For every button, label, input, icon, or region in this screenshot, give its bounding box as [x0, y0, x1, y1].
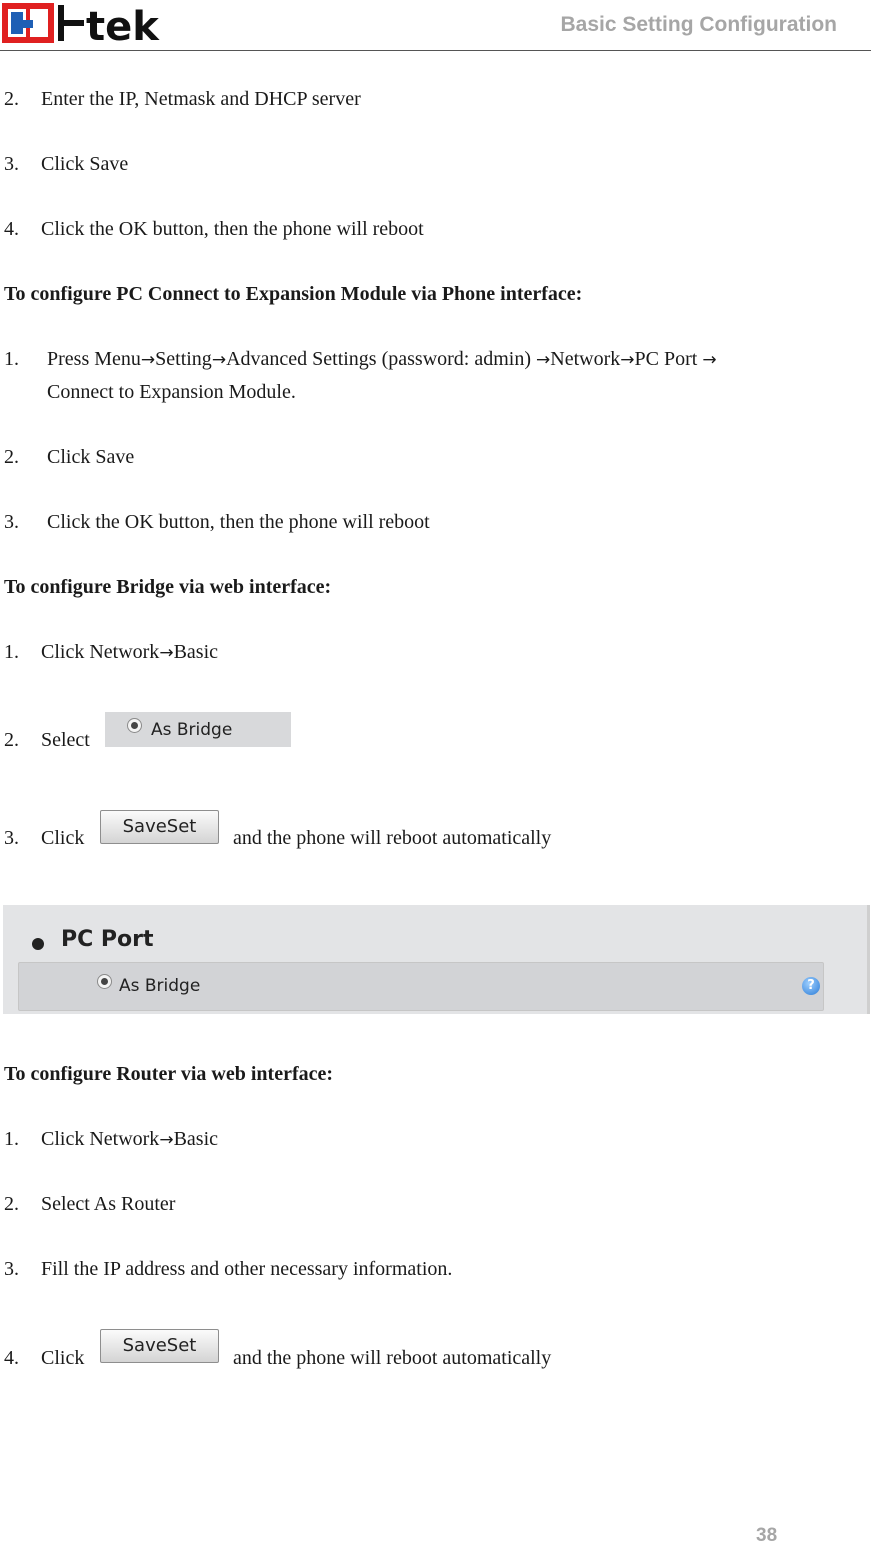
step-text: Click	[41, 1347, 85, 1369]
pc-port-panel	[3, 905, 870, 1014]
list-item	[4, 445, 134, 469]
step-continuation: Connect to Expansion Module.	[47, 381, 296, 403]
arrow-icon: →	[159, 643, 174, 663]
step-number: 4.	[4, 1347, 19, 1369]
step-text: Click the OK button, then the phone will reboot	[47, 511, 430, 533]
saveset-button[interactable]: SaveSet	[100, 810, 219, 844]
list-item	[4, 152, 128, 176]
htek-logo	[2, 3, 192, 43]
page-header	[0, 0, 871, 51]
step-text-part: Advanced Settings (password: admin)	[226, 348, 537, 370]
step-number: 1.	[4, 1128, 19, 1150]
step-text-after: and the phone will reboot automatically	[233, 1347, 552, 1369]
step-text: Enter the IP, Netmask and DHCP server	[41, 88, 361, 110]
page-number: 38	[756, 1525, 778, 1546]
list-item	[4, 728, 90, 752]
section-heading-expansion: To configure PC Connect to Expansion Module via Phone interface:	[4, 283, 583, 305]
radio-selected-icon[interactable]	[97, 974, 112, 989]
option-label: As Bridge	[119, 976, 201, 996]
step-text: Click Save	[47, 446, 135, 468]
list-item	[4, 640, 218, 665]
step-number: 2.	[4, 446, 19, 468]
step-number: 2.	[4, 88, 19, 110]
step-text: Click	[41, 827, 85, 849]
radio-label: As Bridge	[151, 720, 233, 740]
arrow-icon: →	[159, 1130, 174, 1150]
list-item	[4, 87, 361, 111]
step-number: 3.	[4, 1258, 19, 1280]
step-number: 1.	[4, 348, 19, 370]
list-item	[4, 1192, 175, 1216]
arrow-icon: →	[536, 350, 551, 370]
step-number: 3.	[4, 511, 19, 533]
list-item	[4, 1257, 452, 1281]
step-text-part: Network	[550, 348, 621, 370]
list-item	[4, 1127, 218, 1152]
list-item	[4, 347, 717, 372]
arrow-icon: →	[211, 350, 227, 370]
step-text: Fill the IP address and other necessary information.	[41, 1258, 453, 1280]
saveset-button[interactable]: SaveSet	[100, 1329, 219, 1363]
step-text-part: Basic	[173, 1128, 218, 1150]
list-item	[4, 510, 430, 534]
list-item	[4, 1346, 84, 1370]
section-heading-bridge: To configure Bridge via web interface:	[4, 576, 332, 598]
step-number: 1.	[4, 641, 19, 663]
help-icon[interactable]: ?	[802, 977, 820, 995]
arrow-icon: →	[702, 350, 717, 370]
step-text-part: Click Network	[41, 641, 160, 663]
step-text-part: Setting	[155, 348, 212, 370]
step-number: 3.	[4, 827, 19, 849]
svg-text:tek: tek	[86, 4, 159, 43]
step-text: Click the OK button, then the phone will reboot	[41, 218, 424, 240]
bullet-icon	[32, 938, 44, 950]
header-title: Basic Setting Configuration	[560, 13, 837, 36]
step-number: 4.	[4, 218, 19, 240]
step-text-part: Basic	[173, 641, 218, 663]
section-heading-router: To configure Router via web interface:	[4, 1063, 334, 1085]
step-number: 3.	[4, 153, 19, 175]
step-text-after: and the phone will reboot automatically	[233, 827, 552, 849]
step-text-part: Press Menu	[47, 348, 141, 370]
step-text-part: PC Port	[634, 348, 703, 370]
as-bridge-radio[interactable]	[105, 712, 291, 747]
step-text: Select As Router	[41, 1193, 176, 1215]
step-text: Click Save	[41, 153, 129, 175]
radio-selected-icon	[127, 718, 142, 733]
arrow-icon: →	[620, 350, 635, 370]
step-number: 2.	[4, 729, 19, 751]
step-text-part: Click Network	[41, 1128, 160, 1150]
step-number: 2.	[4, 1193, 19, 1215]
list-item	[4, 826, 84, 850]
step-text: Select	[41, 729, 90, 751]
panel-title: PC Port	[61, 927, 154, 952]
pc-port-option-row	[18, 962, 824, 1011]
arrow-icon: →	[140, 350, 156, 370]
list-item	[4, 217, 424, 241]
